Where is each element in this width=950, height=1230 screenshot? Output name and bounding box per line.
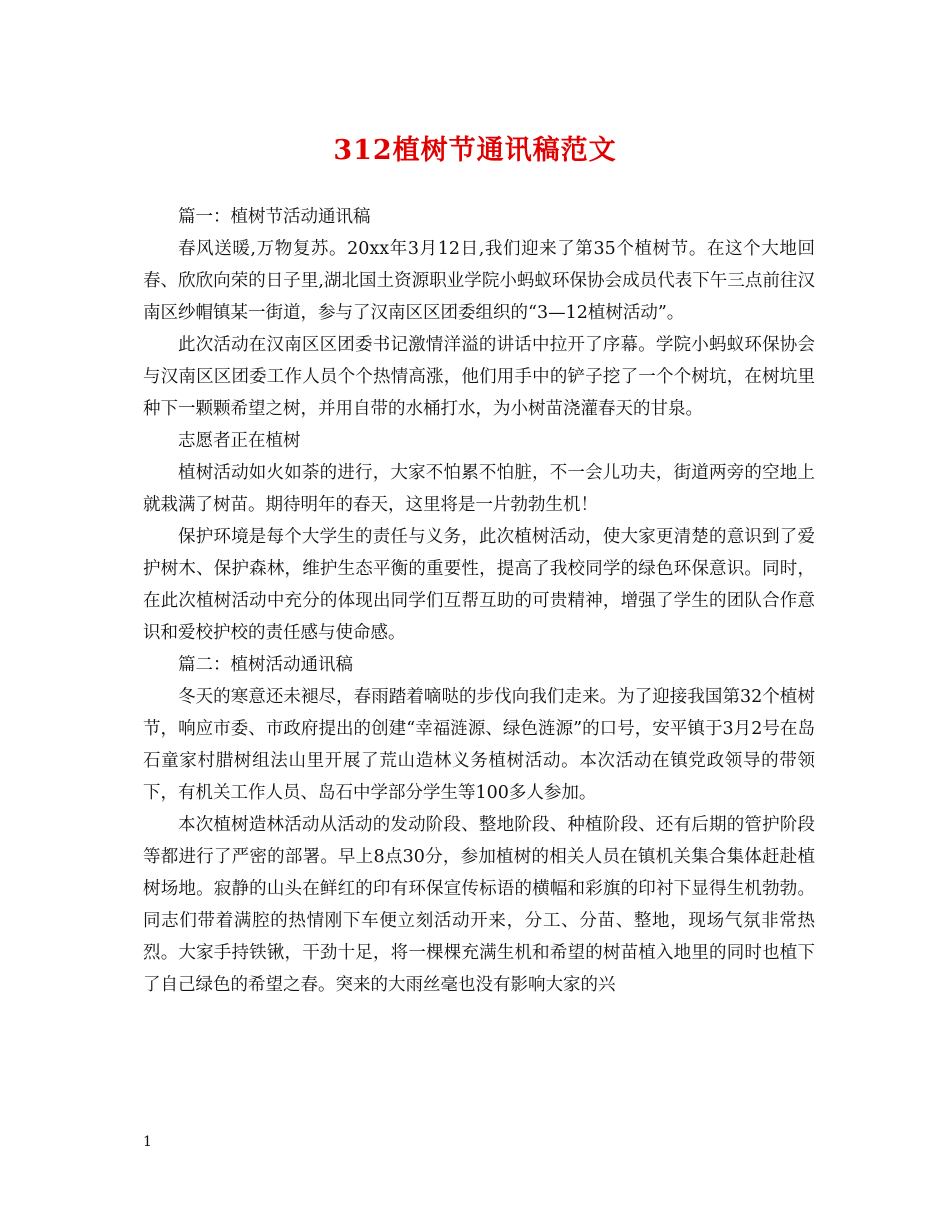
document-title: 312植树节通讯稿范文 <box>333 135 617 166</box>
page-number: 1 <box>143 1134 152 1150</box>
paragraph-caption: 志愿者正在植树 <box>178 431 301 451</box>
paragraph: 春风送暖,万物复苏。20xx年3月12日,我们迎来了第35个植树节。在这个大地回春、欣欣向荣的日子里,湖北国土资源职业学院小蚂蚁环保协会成员代表下午三点前往汉南区纱帽镇某一街道，参与了汉南区区团委组织的“3—12植树活动”。 <box>143 239 815 323</box>
paragraph: 植树活动如火如荼的进行，大家不怕累不怕脏，不一会儿功夫，街道两旁的空地上就栽满了树苗。期待明年的春天，这里将是一片勃勃生机！ <box>143 463 815 515</box>
paragraph: 保护环境是每个大学生的责任与义务，此次植树活动，使大家更清楚的意识到了爱护树木、保护森林，维护生态平衡的重要性，提高了我校同学的绿色环保意识。同时，在此次植树活动中充分的体现出同学们互帮互助的可贵精神，增强了学生的团队合作意识和爱校护校的责任感与使命感。 <box>143 527 815 643</box>
paragraph: 此次活动在汉南区区团委书记激情洋溢的讲话中拉开了序幕。学院小蚂蚁环保协会与汉南区区团委工作人员个个热情高涨，他们用手中的铲子挖了一个个树坑，在树坑里种下一颗颗希望之树，并用自带的水桶打水，为小树苗浇灌春天的甘泉。 <box>143 335 815 419</box>
paragraph-section-heading-2: 篇二：植树活动通讯稿 <box>178 655 353 675</box>
document-body <box>143 201 815 1001</box>
paragraph: 本次植树造林活动从活动的发动阶段、整地阶段、种植阶段、还有后期的管护阶段等都进行了严密的部署。早上8点30分，参加植树的相关人员在镇机关集合集体赶赴植树场地。寂静的山头在鲜红的印有环保宣传标语的横幅和彩旗的印衬下显得生机勃勃。同志们带着满腔的热情刚下车便立刻活动开来，分工、分苗、整地，现场气氛非常热烈。大家手持铁锹，干劲十足，将一棵棵充满生机和希望的树苗植入地里的同时也植下了自己绿色的希望之春。突来的大雨丝毫也没有影响大家的兴 <box>143 815 815 995</box>
paragraph-section-heading-1: 篇一：植树节活动通讯稿 <box>178 207 371 227</box>
paragraph: 冬天的寒意还未褪尽，春雨踏着嘀哒的步伐向我们走来。为了迎接我国第32个植树节，响应市委、市政府提出的创建“幸福涟源、绿色涟源”的口号，安平镇于3月2号在岛石童家村腊树组法山里开展了荒山造林义务植树活动。本次活动在镇党政领导的带领下，有机关工作人员、岛石中学部分学生等100多人参加。 <box>143 687 815 803</box>
